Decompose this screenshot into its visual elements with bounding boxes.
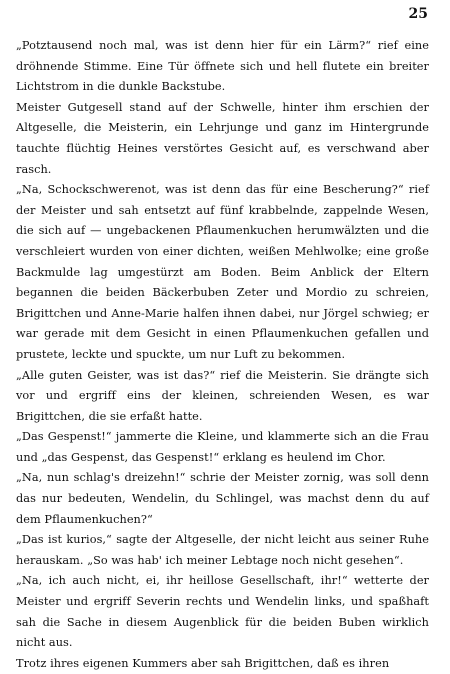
paragraph-1: „Potztausend noch mal, was ist denn hier für ein Lärm?“ rief eine dröhnende Stimme. Eine Tür öffnete sich und hell flutete ein breiter Lichtstrom in die dunkle Backstube. — [16, 39, 429, 94]
paragraph-5: „Das Gespenst!“ jammerte die Kleine, und klammerte sich an die Frau und „das Gespenst, das Gespenst!“ erklang es heulend im Chor. — [16, 430, 429, 464]
paragraph-6: „Na, nun schlag's dreizehn!“ schrie der Meister zornig, was soll denn das nur bedeuten, Wendelin, du Schlingel, was machst denn du auf dem Pflaumenkuchen?“ — [16, 471, 429, 526]
paragraph-3: „Na, Schockschwerenot, was ist denn das für eine Bescherung?“ rief der Meister und sah entsetzt auf fünf krabbelnde, zappelnde Wesen, die sich auf — ungebackenen Pflaumenkuchen herumwälzten und die verschleiert wurden von einer dichten, weißen Mehlwolke; eine große Backmulde lag umgestürzt am Boden. Beim Anblick der Eltern begannen die beiden Bäckerbuben Zeter und Mordio zu schreien, Brigittchen und Anne-Marie halfen ihnen dabei, nur Jörgel schwieg; er war gerade mit dem Gesicht in einen Pflaumenkuchen gefallen und prustete, leckte und spuckte, um nur Luft zu bekommen. — [16, 183, 429, 361]
paragraph-2: Meister Gutgesell stand auf der Schwelle, hinter ihm erschien der Altgeselle, die Meisterin, ein Lehrjunge und ganz im Hintergrunde tauchte flüchtig Heines verstörtes Gesicht auf, es verschwand aber rasch. — [16, 100, 429, 176]
paragraph-8: „Na, ich auch nicht, ei, ihr heillose Gesellschaft, ihr!“ wetterte der Meister und ergriff Severin rechts und Wendelin links, und spaßhaft sah die Sache in diesem Augenblick für die beiden Buben wirklich nicht aus. — [16, 574, 429, 650]
page-number: 25 — [408, 6, 428, 22]
paragraph-4: „Alle guten Geister, was ist das?“ rief die Meisterin. Sie drängte sich vor und ergriff eins der kleinen, schreienden Wesen, es war Brigittchen, die sie erfaßt hatte. — [16, 368, 429, 423]
paragraph-9: Trotz ihres eigenen Kummers aber sah Brigittchen, daß es ihren — [16, 656, 390, 670]
paragraph-7: „Das ist kurios,“ sagte der Altgeselle, der nicht leicht aus seiner Ruhe herauskam. „So was hab' ich meiner Lebtage noch nicht gesehen“. — [16, 533, 429, 567]
body-text — [16, 36, 429, 674]
